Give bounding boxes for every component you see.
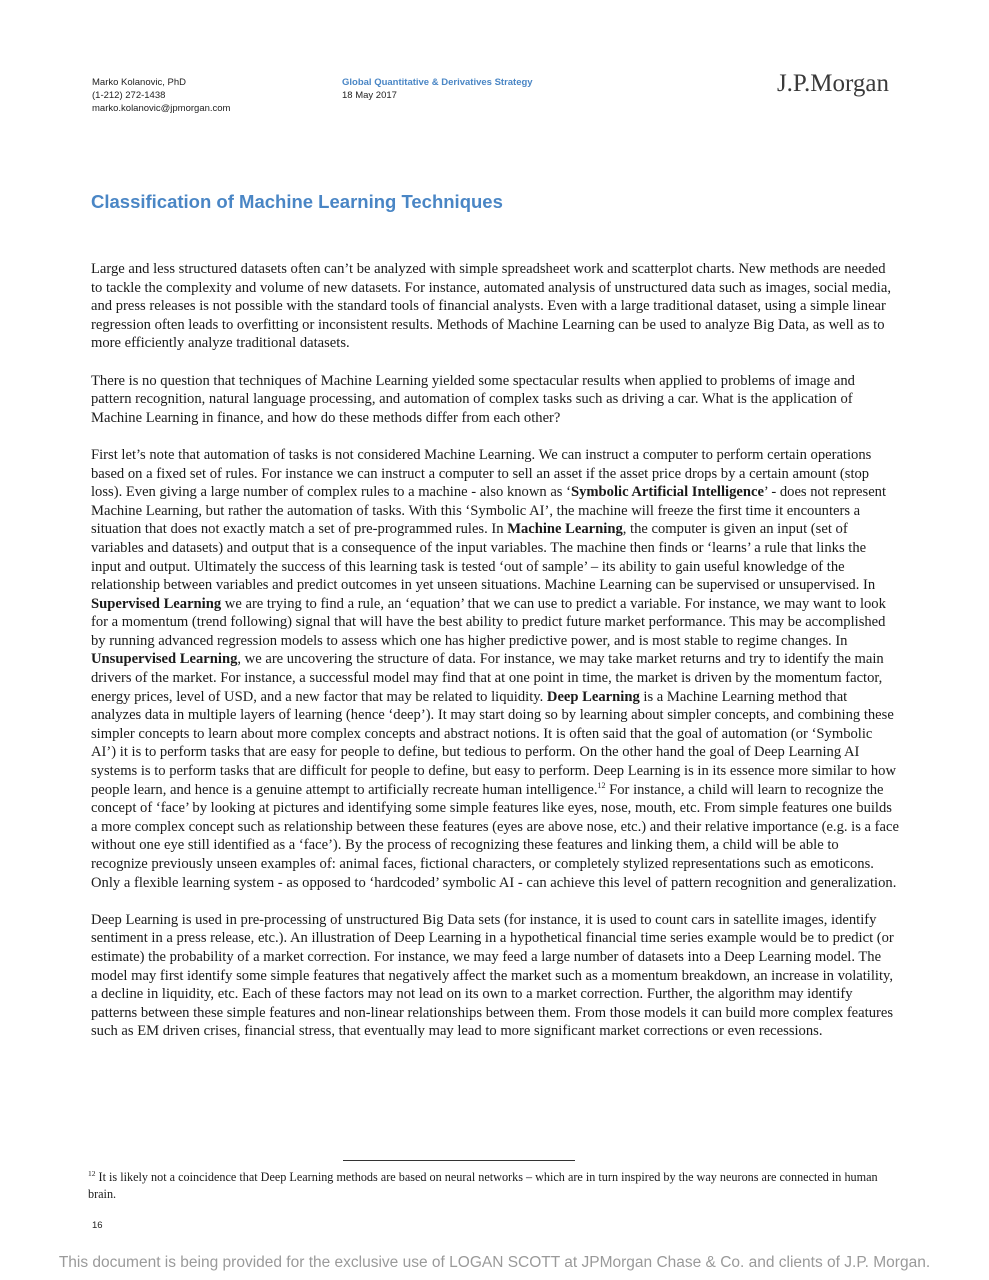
footnote-reference[interactable]: 12: [597, 780, 606, 790]
section-title: Classification of Machine Learning Techniques: [91, 191, 503, 212]
paragraph-3-text: we are trying to find a rule, an ‘equation’ that we can use to predict a variable. For instance, we may want to look for a momentum (trend following) signal that will have the best ability to predict future market performance. This may be accomplished by running advanced regression models to assess which one has higher predictive power, and is most stable to regime changes. In: [91, 595, 886, 649]
department-name: Global Quantitative & Derivatives Strategy: [342, 77, 533, 88]
author-block: [92, 76, 230, 115]
term-unsupervised-learning: Unsupervised Learning: [91, 651, 238, 668]
body-text: [91, 260, 899, 1060]
paragraph-1: Large and less structured datasets often can’t be analyzed with simple spreadsheet work and scatterplot charts. New methods are needed to tackle the complexity and volume of new datasets. For instance, automated analysis of unstructured data such as images, social media, and press releases is not possible with the standard tools of financial analysts. Even with a large traditional dataset, using a simple linear regression often leads to overfitting or inconsistent results. Methods of Machine Learning can be used to analyze Big Data, as well as to more efficiently analyze traditional datasets.: [91, 261, 891, 352]
paragraph-3-text: , we are uncovering the structure of data. For instance, we may take market returns and try to identify the main drivers of the market. For instance, a successful model may find that at one point in time, the market is driven by the momentum factor, energy prices, level of USD, and a new factor that may be related to liquidity.: [91, 651, 884, 705]
paragraph-3-text: First let’s note that automation of tasks is not considered Machine Learning. We can instruct a computer to perform certain operations based on a fixed set of rules. For instance we can instruct a computer to sell an asset if the asset price drops by a certain amount (stop loss). Even giving a large number of complex rules to a machine - also known as ‘: [91, 446, 872, 501]
paragraph-3: [91, 446, 899, 892]
report-date: 18 May 2017: [342, 90, 397, 101]
footnote-number: 12: [88, 1169, 96, 1178]
term-supervised-learning: Supervised Learning: [91, 595, 222, 612]
author-phone: (1-212) 272-1438: [92, 90, 166, 101]
department-block: [342, 76, 533, 102]
author-name: Marko Kolanovic, PhD: [92, 77, 186, 88]
page-number: 16: [92, 1220, 103, 1231]
paragraph-2: There is no question that techniques of Machine Learning yielded some spectacular results when applied to problems of image and pattern recognition, natural language processing, and automation of complex tasks such as driving a car. What is the application of Machine Learning in finance, and how do these methods differ from each other?: [91, 372, 855, 426]
footnote: [88, 1169, 898, 1203]
footnote-text: It is likely not a coincidence that Deep Learning methods are based on neural networks – which are in turn inspired by the way neurons are connected in human brain.: [88, 1170, 878, 1201]
term-machine-learning: Machine Learning: [507, 521, 623, 538]
author-email: marko.kolanovic@jpmorgan.com: [92, 103, 231, 114]
paragraph-3-text: is a Machine Learning method that analyzes data in multiple layers of learning (hence ‘deep’). It may start doing so by learning about simpler concepts, and combining these simpler concepts to learn about more complex concepts and abstract notions. It is often said that the goal of automation (or ‘Symbolic AI’) it is to perform tasks that are easy for people to define, but tedious to perform. On the other hand the goal of Deep Learning AI systems is to perform tasks that are difficult for people to define, but easy to perform. Deep Learning is in its essence more similar to how people learn, and hence is a genuine attempt to artificially recreate human intelligence.: [91, 688, 897, 798]
footnote-divider: [343, 1160, 575, 1161]
jpmorgan-logo: J.P.Morgan: [776, 70, 889, 97]
paragraph-4: Deep Learning is used in pre-processing of unstructured Big Data sets (for instance, it is used to count cars in satellite images, identify sentiment in a press release, etc.). An illustration of Deep Learning in a hypothetical financial time series example would be to predict (or estimate) the probability of a market correction. For instance, we may feed a large number of datasets into a Deep Learning model. The model may first identify some simple features that negatively affect the market such as a momentum breakdown, an increase in volatility, a decline in liquidity, etc. Each of these factors may not lead on its own to a market correction. Further, the algorithm may identify patterns between these simple features and non-linear relationships between them. From those models it can build more complex features such as EM driven crises, financial stress, that eventually may lead to more significant market corrections or even recessions.: [91, 911, 894, 1040]
paragraph-3-text: For instance, a child will learn to recognize the concept of ‘face’ by looking at pictures and identifying some simple features like eyes, nose, mouth, etc. From simple features one builds a more complex concept such as relationship between these features (eyes are above nose, etc.) and their relative importance (e.g. is a face without one eye still identified as a ‘face’). By the process of recognizing these features and linking them, a child will be able to recognize previously unseen examples of: animal faces, fictional characters, or completely stylized representations such as emoticons. Only a flexible learning system - as opposed to ‘hardcoded’ symbolic AI - can achieve this level of pattern recognition and generalization.: [91, 781, 899, 891]
paragraph-3-text: ’ - does not represent Machine Learning, but rather the automation of tasks. With this ‘Symbolic AI’, the machine will freeze the first time it encounters a situation that does not exactly match a set of pre-programmed rules. In: [91, 484, 887, 538]
term-deep-learning: Deep Learning: [546, 688, 640, 705]
paragraph-3-text: , the computer is given an input (set of variables and datasets) and output that is a consequence of the input variables. The machine then finds or ‘learns’ a rule that links the input and output. Ultimately the success of this learning task is tested ‘out of sample’ – its ability to gain useful knowledge of the relationship between variables and predict outcomes in yet unseen situations. Machine Learning can be supervised or unsupervised. In: [91, 521, 876, 594]
term-symbolic-ai: Symbolic Artificial Intelligence: [570, 484, 764, 501]
disclaimer-watermark: This document is being provided for the exclusive use of LOGAN SCOTT at JPMorgan Chase & Co. and clients of J.P. Morgan.: [58, 1254, 931, 1271]
